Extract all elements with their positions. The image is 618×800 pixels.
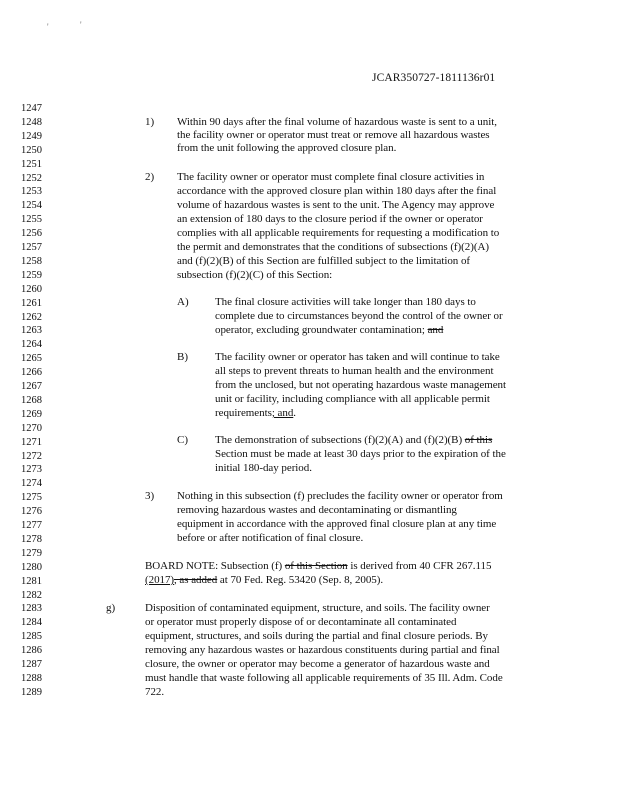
line-number: 1277: [21, 520, 42, 531]
inserted-text: (2017): [145, 574, 175, 586]
line-number: 1275: [21, 492, 42, 504]
line-number: 1285: [21, 631, 42, 643]
item-g-marker: g): [106, 602, 116, 614]
item-2-line: The facility owner or operator must complete final closure activities in: [177, 171, 485, 183]
item-3-marker: 3): [145, 490, 155, 502]
line-number: 1251: [21, 158, 42, 170]
item-b-marker: B): [177, 351, 188, 363]
item-c-line: initial 180-day period.: [215, 462, 312, 474]
line-number: 1260: [21, 283, 42, 295]
item-b-line-last: [215, 408, 296, 419]
item-g-line: Disposition of contaminated equipment, structure, and soils. The facility owner: [145, 602, 490, 614]
line-number: 1271: [21, 436, 42, 448]
item-2-marker: 2): [145, 171, 155, 183]
line-number: 1286: [21, 645, 42, 657]
document-id: JCAR350727-1811136r01: [372, 72, 496, 84]
line-number: 1258: [21, 255, 42, 267]
deleted-text: and: [427, 324, 444, 336]
item-b-line: The facility owner or operator has taken and will continue to take: [215, 351, 500, 363]
item-2-line: volume of hazardous wastes is sent to the unit. The Agency may approve: [177, 199, 495, 211]
item-c-line-first: [215, 435, 492, 446]
item-c-text: The demonstration of subsections (f)(2)(A) and (f)(2)(B): [215, 434, 463, 446]
line-number: 1272: [21, 450, 42, 462]
item-3-line: equipment in accordance with the approved final closure plan at any time: [177, 518, 497, 530]
item-1-line: the facility owner or operator must treat or remove all hazardous wastes: [177, 129, 490, 141]
line-number: 1287: [21, 659, 42, 670]
line-number: 1270: [21, 422, 42, 434]
line-number: 1254: [21, 200, 42, 212]
line-number: 1288: [21, 672, 42, 684]
line-number: 1279: [21, 547, 42, 559]
item-2-line: an extension of 180 days to the closure period if the owner or operator: [177, 213, 483, 225]
item-3-line: removing hazardous wastes and decontaminating or dismantling: [177, 504, 457, 516]
line-number: 1282: [21, 589, 42, 601]
deleted-text: of this: [464, 434, 493, 446]
item-1-line: from the unit following the approved closure plan.: [177, 142, 397, 154]
item-g-line: removing any hazardous wastes or hazardous constituents during partial and final: [145, 644, 500, 656]
line-number: 1252: [21, 172, 42, 184]
line-number: 1256: [21, 228, 42, 240]
line-number: 1274: [21, 478, 42, 490]
line-number: 1250: [21, 144, 42, 156]
item-a-line-last: [215, 325, 443, 336]
item-1-marker: 1): [145, 116, 155, 128]
item-g-line: 722.: [145, 686, 165, 698]
line-number: 1289: [21, 686, 42, 698]
line-number: 1283: [21, 603, 42, 615]
line-number: 1273: [21, 464, 42, 476]
item-3-line: Nothing in this subsection (f) precludes the facility owner or operator from: [177, 490, 503, 502]
item-b-text: requirements: [215, 407, 272, 419]
line-number: 1280: [21, 561, 42, 573]
item-b-line: all steps to prevent threats to human health and the environment: [215, 365, 494, 377]
line-number: 1249: [21, 130, 42, 142]
line-number: 1259: [21, 269, 42, 281]
line-number: 1261: [21, 297, 42, 309]
inserted-text: ; and: [271, 407, 294, 419]
line-number: 1248: [21, 116, 42, 128]
line-number: 1267: [21, 381, 42, 392]
line-number: 1264: [21, 339, 42, 351]
line-number: 1263: [21, 325, 42, 337]
item-c-marker: C): [177, 434, 188, 446]
item-2-line: subsection (f)(2)(C) of this Section:: [177, 269, 333, 281]
line-number: 1281: [21, 575, 42, 587]
item-g-line: or operator must properly dispose of or decontaminate all contaminated: [145, 616, 457, 628]
line-number: 1255: [21, 214, 42, 226]
item-b-line: unit or facility, including compliance with all applicable permit: [215, 393, 490, 405]
item-2-line: the permit and demonstrates that the conditions of subsections (f)(2)(A): [177, 241, 489, 253]
item-b-line: from the unclosed, but not operating hazardous waste management: [215, 379, 507, 391]
item-2-line: complies with all applicable requirements for requesting a modification to: [177, 227, 500, 239]
line-number: 1247: [21, 103, 42, 114]
line-number: 1284: [21, 617, 42, 629]
board-note-line-1: [145, 561, 491, 572]
item-a-text: operator, excluding groundwater contamination;: [215, 324, 425, 336]
item-a-marker: A): [177, 296, 189, 308]
line-number: 1265: [21, 353, 42, 365]
line-number: 1268: [21, 394, 42, 406]
board-note-text: at 70 Fed. Reg. 53420 (Sep. 8, 2005).: [219, 574, 384, 586]
item-2-line: accordance with the approved closure plan within 180 days after the final: [177, 185, 497, 197]
item-g-line: must handle that waste following all applicable requirements of 35 Ill. Adm. Code: [145, 672, 503, 684]
item-a-line: The final closure activities will take longer than 180 days to: [215, 296, 476, 308]
item-a-line: complete due to circumstances beyond the control of the owner or: [215, 310, 503, 322]
line-number: 1262: [21, 311, 42, 323]
item-g-line: closure, the owner or operator may become a generator of hazardous waste and: [145, 658, 490, 670]
line-number: 1266: [21, 367, 42, 379]
item-b-end: .: [293, 407, 296, 419]
line-number: 1269: [21, 408, 42, 420]
item-2-line: and (f)(2)(B) of this Section are fulfilled subject to the limitation of: [177, 255, 471, 267]
item-1-line: Within 90 days after the final volume of hazardous waste is sent to a unit,: [177, 116, 497, 128]
deleted-text: of this Section: [284, 560, 348, 572]
item-c-line: Section must be made at least 30 days prior to the expiration of the: [215, 448, 506, 460]
board-note-text: is derived from 40 CFR 267.115: [350, 560, 492, 572]
line-number: 1257: [21, 242, 42, 253]
board-note-text: BOARD NOTE: Subsection (f): [145, 560, 283, 572]
line-number: 1253: [21, 186, 42, 198]
item-3-line: before or after notification of final closure.: [177, 532, 364, 544]
corner-mark-1: ': [47, 22, 49, 32]
line-number: 1276: [21, 506, 42, 518]
item-g-line: equipment, structures, and soils during the partial and final closure periods. By: [145, 630, 488, 642]
deleted-text: , as added: [174, 574, 218, 586]
corner-mark-2: ': [80, 20, 82, 30]
line-number: 1278: [21, 533, 42, 545]
board-note-line-2: [145, 575, 383, 586]
